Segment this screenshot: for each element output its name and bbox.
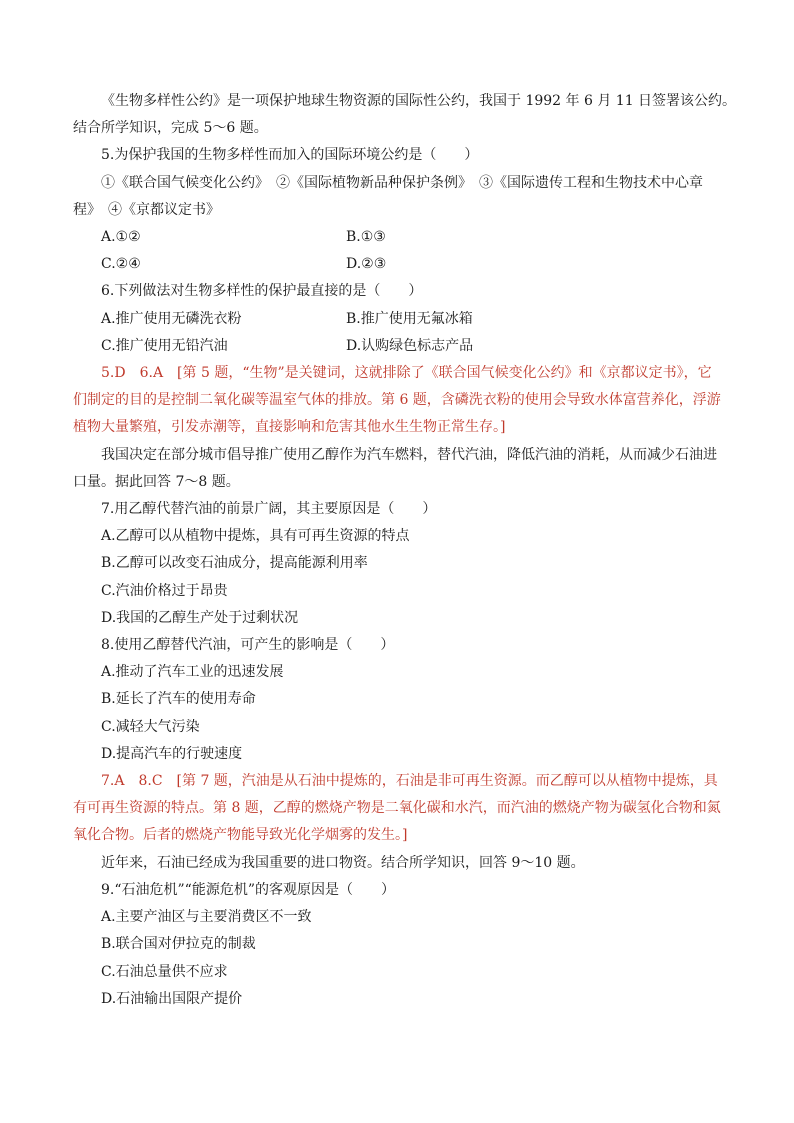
question-6-options-row: [73, 306, 723, 333]
option-b: B.延长了汽车的使用寿命: [101, 691, 256, 708]
option-d: D.提高汽车的行驶速度: [101, 745, 243, 762]
intro-paragraph-line: 我国决定在部分城市倡导推广使用乙醇作为汽车燃料，替代汽油，降低汽油的消耗，从而减少石油进: [101, 446, 717, 463]
answer-5-6-line: 5.D 6.A [第 5 题，“生物”是关键词，这就排除了《联合国气候变化公约》和《京都议定书》，它: [101, 365, 712, 382]
answer-7-8-line: 氧化合物。后者的燃烧产物能导致光化学烟雾的发生。]: [73, 827, 408, 844]
option-c: C.推广使用无铅汽油: [101, 337, 228, 354]
option-b: B.乙醇可以改变石油成分，提高能源利用率: [101, 555, 368, 572]
answer-5-6-line: 植物大量繁殖，引发赤潮等，直接影响和危害其他水生生物正常生存。]: [73, 419, 506, 436]
intro-paragraph-line: 《生物多样性公约》是一项保护地球生物资源的国际性公约，我国于 1992 年 6 月 11 日签署该公约。: [101, 93, 737, 109]
option-b: B.联合国对伊拉克的制裁: [101, 936, 256, 953]
question-5-items: 程》 ④《京都议定书》: [73, 201, 220, 218]
question-5-options-row: [73, 224, 723, 251]
intro-paragraph-line: 近年来，石油已经成为我国重要的进口物资。结合所学知识，回答 9～10 题。: [101, 854, 585, 871]
option-a: A.①②: [101, 229, 141, 246]
option-d: D.石油输出国限产提价: [101, 990, 243, 1007]
option-d: D.②③: [346, 256, 387, 273]
option-d: D.认购绿色标志产品: [346, 337, 474, 354]
intro-paragraph-line: 结合所学知识，完成 5～6 题。: [73, 120, 268, 137]
option-c: C.减轻大气污染: [101, 718, 200, 735]
document-page: [73, 88, 737, 1013]
intro-paragraph-line: 口量。据此回答 7～8 题。: [73, 473, 240, 490]
question-5-stem: 5.为保护我国的生物多样性而加入的国际环境公约是（ ）: [101, 147, 479, 164]
question-6-stem: 6.下列做法对生物多样性的保护最直接的是（ ）: [101, 283, 423, 300]
option-b: B.推广使用无氟冰箱: [346, 310, 473, 327]
option-a: A.主要产油区与主要消费区不一致: [101, 909, 312, 926]
question-9-stem: 9.“石油危机”“能源危机”的客观原因是（ ）: [101, 881, 395, 898]
question-5-options-row: [73, 251, 723, 278]
question-6-options-row: [73, 333, 723, 360]
option-a: A.推动了汽车工业的迅速发展: [101, 664, 284, 681]
option-c: C.石油总量供不应求: [101, 963, 228, 980]
option-d: D.我国的乙醇生产处于过剩状况: [101, 609, 299, 626]
answer-7-8-line: 有可再生资源的特点。第 8 题，乙醇的燃烧产物是二氧化碳和水汽，而汽油的燃烧产物为碳氢化合物和氮: [73, 800, 721, 817]
question-8-stem: 8.使用乙醇替代汽油，可产生的影响是（ ）: [101, 637, 395, 654]
option-a: A.推广使用无磷洗衣粉: [101, 310, 242, 327]
option-b: B.①③: [346, 229, 386, 246]
option-c: C.汽油价格过于昂贵: [101, 582, 228, 599]
question-5-items: ①《联合国气候变化公约》 ②《国际植物新品种保护条例》 ③《国际遗传工程和生物技术中心章: [101, 174, 703, 191]
answer-7-8-line: 7.A 8.C [第 7 题，汽油是从石油中提炼的，石油是非可再生资源。而乙醇可以从植物中提炼，具: [101, 773, 718, 790]
option-c: C.②④: [101, 256, 141, 273]
answer-5-6-line: 们制定的目的是控制二氧化碳等温室气体的排放。第 6 题，含磷洗衣粉的使用会导致水体富营养化，浮游: [73, 392, 721, 409]
option-a: A.乙醇可以从植物中提炼，具有可再生资源的特点: [101, 528, 410, 545]
question-7-stem: 7.用乙醇代替汽油的前景广阔，其主要原因是（ ）: [101, 501, 437, 518]
